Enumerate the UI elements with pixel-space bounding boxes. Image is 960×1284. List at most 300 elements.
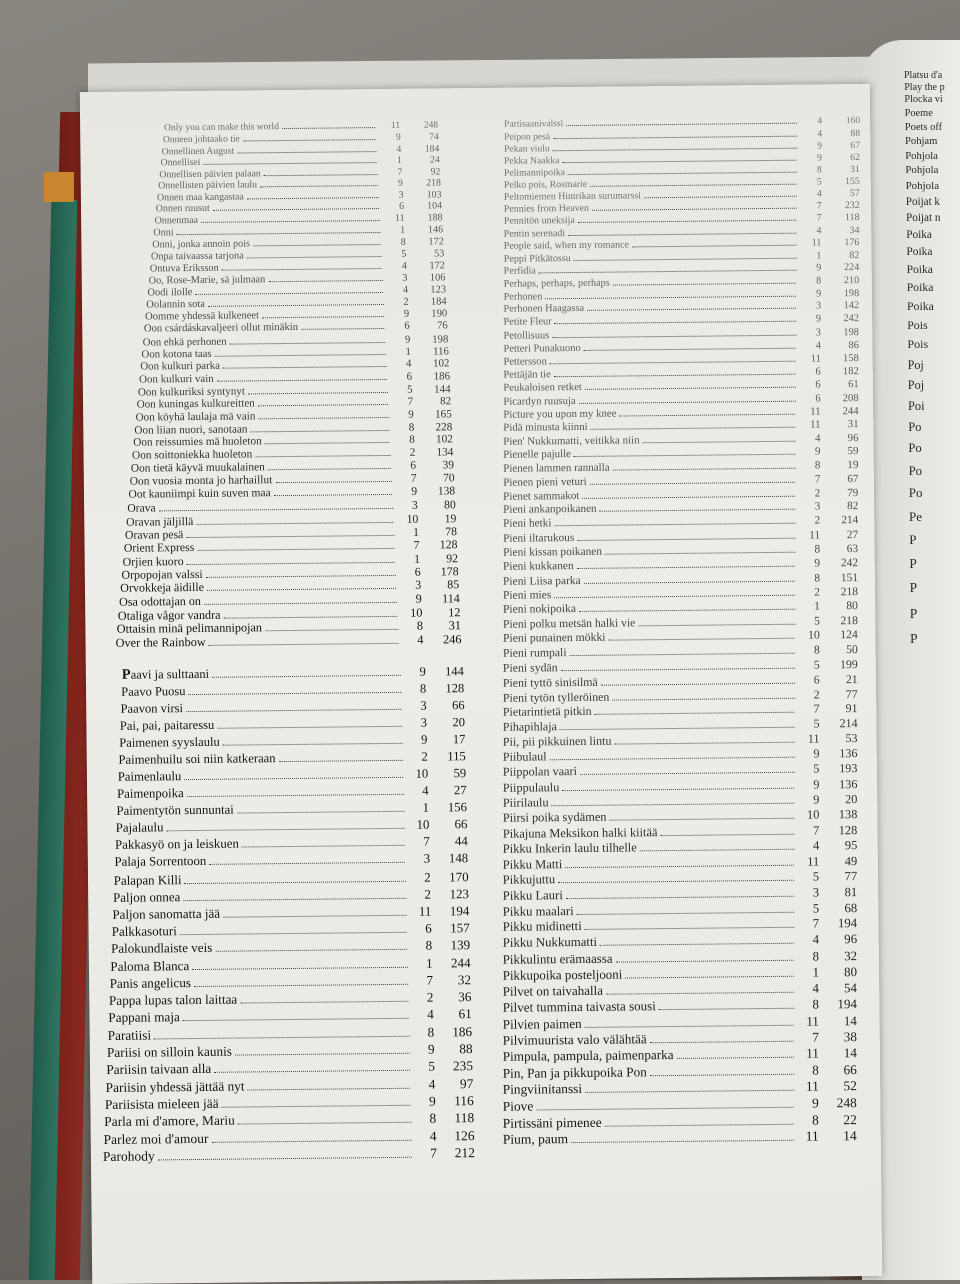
dot-leader <box>585 387 796 390</box>
entry-title: Pikajuna Meksikon halki kiitää <box>502 824 658 841</box>
dot-leader <box>212 675 401 678</box>
facing-page-fragment: P <box>910 630 918 646</box>
entry-title: Pihapihlaja <box>502 719 557 735</box>
dot-leader <box>222 1105 411 1108</box>
dot-leader <box>638 623 795 626</box>
entry-volume: 8 <box>813 643 820 657</box>
entry-page: 123 <box>430 284 447 296</box>
entry-title: People said, when my romance <box>503 239 630 252</box>
entry-volume: 9 <box>817 140 823 152</box>
entry-page: 128 <box>439 537 458 552</box>
entry-title: Oo, Rose-Marie, sä julmaan <box>148 273 266 287</box>
facing-page-fragment: Po <box>908 486 923 501</box>
dot-leader <box>209 643 399 646</box>
dot-leader <box>578 220 797 223</box>
dot-leader <box>237 811 404 814</box>
entry-title: Perhaps, perhaps, perhaps <box>503 277 610 290</box>
entry-page: 20 <box>452 714 466 730</box>
entry-volume: 8 <box>816 163 822 176</box>
entry-page: 31 <box>850 163 860 175</box>
dot-leader <box>590 481 796 484</box>
entry-page: 14 <box>843 1045 857 1061</box>
entry-title: Piibulaul <box>502 749 547 765</box>
dot-leader <box>214 1070 410 1073</box>
entry-title: Parla mi d'amore, Mariu <box>104 1112 235 1130</box>
entry-page: 78 <box>445 525 457 539</box>
entry-title: Piippolan vaari <box>502 764 577 780</box>
entry-page: 82 <box>847 500 859 513</box>
entry-title: Oon vuosia monta jo harhaillut <box>129 474 273 488</box>
entry-title: Pikkupoika posteljooni <box>502 966 623 983</box>
entry-page: 68 <box>844 900 858 915</box>
entry-title: Onni, jonka annoin pois <box>152 238 251 251</box>
entry-title: Pariisista mieleen jää <box>104 1095 219 1112</box>
entry-volume: 7 <box>816 212 822 224</box>
entry-title: Palkkasoturi <box>111 923 177 940</box>
entry-title: Pieni rumpali <box>502 645 567 660</box>
dot-leader <box>550 361 796 365</box>
entry-title: Oon reissumies mä huoleton <box>133 435 262 450</box>
entry-page: 188 <box>427 212 443 224</box>
entry-volume: 2 <box>424 869 431 885</box>
entry-title: Panis angelicus <box>109 974 192 991</box>
entry-volume: 9 <box>815 287 822 299</box>
entry-page: 80 <box>846 599 858 613</box>
entry-page: 199 <box>839 657 858 672</box>
entry-title: Piirsi poika sydämen <box>502 809 607 825</box>
index-page <box>80 84 882 1284</box>
dot-leader <box>613 468 796 471</box>
entry-page: 194 <box>449 903 470 919</box>
entry-page: 76 <box>437 320 448 332</box>
facing-page-fragment: P <box>909 532 917 548</box>
entry-page: 44 <box>454 834 468 849</box>
entry-title: Oon kulkuriksi syntynyt <box>137 384 245 399</box>
dot-leader <box>197 548 394 551</box>
entry-volume: 9 <box>415 591 422 606</box>
entry-volume: 5 <box>401 248 407 260</box>
entry-volume: 3 <box>815 300 822 312</box>
entry-title: Onnellinen August <box>161 145 235 157</box>
entry-page: 184 <box>430 296 447 308</box>
entry-volume: 7 <box>814 473 821 486</box>
dot-leader <box>183 1018 409 1021</box>
dot-leader <box>247 256 382 258</box>
facing-page-fragment: Pois <box>907 318 928 332</box>
entry-volume: 4 <box>812 932 820 947</box>
dot-leader <box>577 911 794 914</box>
dot-leader <box>268 280 382 282</box>
entry-volume: 9 <box>816 262 822 274</box>
entry-volume: 6 <box>414 564 421 579</box>
entry-volume: 1 <box>396 154 402 166</box>
entry-page: 80 <box>444 498 456 512</box>
dot-leader <box>587 308 796 311</box>
entry-page: 53 <box>434 247 445 260</box>
entry-page: 54 <box>843 980 858 996</box>
dot-leader <box>545 295 796 299</box>
dot-leader <box>201 220 380 223</box>
entry-page: 228 <box>435 420 453 434</box>
dot-leader <box>215 949 407 952</box>
dot-leader <box>264 174 378 176</box>
entry-title: Pieni Liisa parka <box>502 574 581 588</box>
entry-title: Pingviinitanssi <box>502 1081 583 1098</box>
entry-volume: 4 <box>427 1006 434 1022</box>
entry-page: 66 <box>452 697 465 713</box>
entry-title: Petollisuus <box>503 330 550 342</box>
entry-title: Onnen ruusut <box>155 203 210 215</box>
entry-volume: 9 <box>813 792 820 807</box>
entry-title: Pelimannipoika <box>503 166 566 179</box>
entry-page: 128 <box>445 680 465 696</box>
dot-leader <box>560 727 795 730</box>
dot-leader <box>209 862 405 865</box>
entry-title: Onnellisei <box>160 156 201 169</box>
entry-volume: 8 <box>427 1024 435 1040</box>
dot-leader <box>240 1001 408 1004</box>
dot-leader <box>186 709 402 712</box>
entry-title: Pekka Naakka <box>503 154 560 167</box>
facing-page-fragment: Poijat n <box>906 212 941 225</box>
entry-title: Perhonen <box>503 290 543 303</box>
entry-title: Oolannin sota <box>146 298 206 311</box>
entry-volume: 1 <box>814 599 820 613</box>
entry-title: Pienen lammen rannalla <box>503 461 610 475</box>
entry-page: 31 <box>448 618 462 633</box>
entry-page: 12 <box>448 604 461 619</box>
entry-title: Paljon sanomatta jää <box>112 905 221 922</box>
entry-title: Pakkasyö on ja leiskuen <box>115 836 239 853</box>
dot-leader <box>243 139 376 141</box>
entry-title: Pii, pii pikkuinen lintu <box>502 733 612 750</box>
entry-title: Paimenpoika <box>117 786 184 801</box>
entry-page: 208 <box>842 391 859 404</box>
entry-page: 31 <box>847 418 859 431</box>
dot-leader <box>585 927 794 930</box>
entry-page: 19 <box>847 459 859 472</box>
entry-volume: 3 <box>420 715 428 730</box>
dot-leader <box>177 232 381 235</box>
entry-title: Pieni nokipoika <box>502 602 577 616</box>
dot-leader <box>591 427 796 430</box>
entry-page: 61 <box>848 378 859 391</box>
entry-title: Paimenlaulu <box>117 769 182 784</box>
entry-volume: 2 <box>814 586 821 599</box>
entry-volume: 7 <box>813 823 820 838</box>
entry-page: 193 <box>839 761 858 776</box>
entry-title: Pien' Nukkumatti, veitikka niin <box>503 434 640 448</box>
entry-volume: 9 <box>419 664 426 679</box>
entry-title: Pettersson <box>503 356 547 368</box>
entry-volume: 8 <box>814 459 821 472</box>
entry-volume: 6 <box>815 378 821 391</box>
entry-title: Onni <box>153 227 174 239</box>
entry-volume: 9 <box>404 333 411 346</box>
entry-volume: 8 <box>814 572 821 585</box>
dot-leader <box>184 777 403 780</box>
entry-title: Pium, paum <box>502 1131 569 1148</box>
entry-title: Parohody <box>102 1148 155 1164</box>
dot-leader <box>166 828 404 831</box>
entry-page: 246 <box>443 632 462 647</box>
entry-title: Pienen pieni veturi <box>503 475 587 489</box>
entry-title: Pikku Inkerin laulu tilhelle <box>502 840 637 856</box>
entry-volume: 6 <box>399 201 405 213</box>
entry-volume: 8 <box>429 1110 437 1126</box>
entry-volume: 11 <box>810 405 821 418</box>
entry-volume: 9 <box>817 151 822 164</box>
entry-page: 244 <box>842 405 859 418</box>
entry-volume: 8 <box>814 543 821 556</box>
dot-leader <box>584 348 796 351</box>
facing-page-text <box>870 70 945 651</box>
entry-volume: 1 <box>816 250 822 262</box>
entry-page: 178 <box>440 564 459 579</box>
entry-title: Pikku Lauri <box>502 887 563 903</box>
entry-page: 82 <box>849 249 860 261</box>
entry-page: 214 <box>841 514 859 527</box>
entry-page: 139 <box>450 937 471 953</box>
facing-page-fragment: Poika <box>906 245 933 258</box>
entry-title: Pieni tyttö sinisilmä <box>502 674 598 690</box>
entry-volume: 1 <box>422 800 430 815</box>
dot-leader <box>185 880 406 883</box>
entry-page: 198 <box>432 332 449 346</box>
entry-page: 144 <box>445 663 464 679</box>
dot-leader <box>600 509 796 512</box>
dot-leader <box>590 183 797 186</box>
entry-volume: 7 <box>410 472 417 485</box>
entry-title: Pekan viulu <box>503 142 550 155</box>
facing-page-fragment: Play the p <box>904 82 945 93</box>
entry-title: Pieni sydän <box>502 660 558 675</box>
entry-volume: 2 <box>424 886 432 902</box>
entry-page: 63 <box>846 543 859 556</box>
entry-volume: 7 <box>813 701 820 716</box>
entry-page: 242 <box>840 557 859 570</box>
entry-page: 136 <box>839 746 858 761</box>
dot-leader <box>260 185 378 187</box>
entry-volume: 11 <box>805 1128 819 1144</box>
entry-volume: 1 <box>414 551 421 566</box>
entry-page: 186 <box>433 370 451 383</box>
dot-leader <box>601 683 795 686</box>
entry-volume: 9 <box>813 746 820 761</box>
entry-title: Pieni ankanpoikanen <box>503 503 597 517</box>
entry-title: Pappa lupas talon laittaa <box>108 991 238 1008</box>
entry-volume: 6 <box>815 392 821 405</box>
entry-title: Pietarintietä pitkin <box>502 704 592 720</box>
entry-page: 134 <box>436 446 454 459</box>
dot-leader <box>196 522 393 525</box>
entry-volume: 1 <box>412 525 419 539</box>
entry-title: Oravan jäljillä <box>126 514 194 529</box>
entry-title: Pariisin taivaan alla <box>106 1061 212 1078</box>
index-column-left <box>86 120 477 1165</box>
dot-leader <box>248 1087 411 1090</box>
entry-title: Picture you upon my knee <box>503 407 617 421</box>
entry-page: 172 <box>429 259 445 272</box>
entry-page: 136 <box>838 776 858 791</box>
entry-page: 52 <box>843 1078 857 1094</box>
facing-page-fragment: Pohjola <box>905 149 938 162</box>
dot-leader <box>539 270 797 274</box>
entry-title: Oodi ilolle <box>147 286 193 299</box>
dot-leader <box>258 404 388 406</box>
entry-page: 14 <box>843 1128 857 1144</box>
facing-page-fragment: P <box>909 555 917 571</box>
entry-page: 218 <box>426 177 442 189</box>
entry-volume: 5 <box>812 869 820 884</box>
entry-volume: 3 <box>415 578 422 593</box>
entry-page: 104 <box>427 200 443 212</box>
entry-page: 160 <box>845 115 861 127</box>
entry-title: Peipon pesä <box>504 131 551 143</box>
entry-title: Paavi ja sulttaani <box>121 666 210 683</box>
dot-leader <box>558 880 794 883</box>
dot-leader <box>208 304 384 307</box>
entry-page: 194 <box>837 996 858 1012</box>
entry-page: 88 <box>850 127 861 139</box>
entry-volume: 5 <box>816 176 822 188</box>
dot-leader <box>609 638 795 641</box>
entry-title: Pennitön uneksija <box>503 215 575 228</box>
entry-volume: 8 <box>419 681 427 696</box>
entry-volume: 3 <box>814 500 821 513</box>
entry-page: 80 <box>844 964 858 980</box>
entry-page: 156 <box>447 800 468 815</box>
facing-page-fragment: Pohjola <box>905 164 939 177</box>
entry-page: 235 <box>452 1058 474 1074</box>
entry-title: Orpopojan valssi <box>121 566 203 582</box>
dot-leader <box>605 1123 794 1126</box>
dot-leader <box>247 197 379 199</box>
entry-page: 70 <box>443 472 455 485</box>
entry-volume: 4 <box>812 838 820 853</box>
entry-volume: 1 <box>405 345 411 358</box>
entry-page: 77 <box>845 686 858 701</box>
entry-page: 124 <box>840 628 858 642</box>
entry-title: Perhonen Haagassa <box>503 303 585 316</box>
entry-page: 92 <box>430 165 441 178</box>
entry-title: Onnen maa kangastaa <box>156 191 244 204</box>
entry-title: Partisaanivalssi <box>504 119 564 130</box>
entry-volume: 7 <box>426 972 434 988</box>
entry-title: Pieni mies <box>502 589 552 602</box>
dot-leader <box>562 787 794 790</box>
entry-volume: 7 <box>812 916 820 931</box>
entry-title: Peukaloisen retket <box>503 381 582 395</box>
facing-page-fragment: Poika <box>906 228 932 241</box>
dot-leader <box>619 414 795 417</box>
entry-title: Onnellisten päivien laulu <box>158 179 258 192</box>
facing-page-fragment: Po <box>908 463 923 478</box>
dot-leader <box>568 232 796 235</box>
dot-leader <box>154 1035 409 1039</box>
entry-title: Piove <box>502 1098 534 1114</box>
entry-volume: 11 <box>394 212 405 224</box>
entry-page: 115 <box>447 749 466 764</box>
dot-leader <box>552 335 796 339</box>
entry-title: Peppi Pitkätossu <box>503 252 571 265</box>
dot-leader <box>574 454 795 457</box>
entry-page: 32 <box>844 949 858 964</box>
entry-volume: 1 <box>812 964 820 980</box>
entry-volume: 6 <box>813 672 820 687</box>
dot-leader <box>554 374 796 378</box>
entry-page: 151 <box>840 571 859 584</box>
entry-page: 102 <box>433 357 450 370</box>
entry-title: Oon kuningas kulkureitten <box>136 397 255 411</box>
facing-page-fragment: Pe <box>909 509 922 524</box>
dot-leader <box>659 1008 794 1010</box>
entry-volume: 9 <box>397 177 404 189</box>
entry-volume: 4 <box>815 432 821 445</box>
entry-page: 36 <box>458 989 472 1005</box>
entry-title: Ottaisin minä pelimannipojan <box>116 620 263 637</box>
entry-volume: 2 <box>813 687 820 702</box>
facing-page-fragment: Poi <box>908 398 925 413</box>
entry-volume: 6 <box>425 920 432 936</box>
entry-volume: 9 <box>421 732 428 747</box>
entry-page: 148 <box>448 851 469 866</box>
entry-volume: 3 <box>402 272 408 284</box>
entry-volume: 2 <box>409 446 416 460</box>
entry-title: Oon ehkä perhonen <box>142 335 227 349</box>
dot-leader <box>577 566 795 569</box>
dot-leader <box>237 151 376 153</box>
entry-page: 66 <box>454 817 468 832</box>
entry-volume: 2 <box>814 486 821 500</box>
entry-volume: 6 <box>406 370 413 383</box>
facing-page-fragment: Poeme <box>904 108 933 120</box>
entry-page: 21 <box>845 671 858 687</box>
entry-page: 74 <box>429 131 439 143</box>
entry-volume: 2 <box>814 514 821 527</box>
dot-leader <box>255 455 390 457</box>
entry-volume: 8 <box>408 421 415 434</box>
entry-title: Pienelle pajulle <box>503 448 572 462</box>
dot-leader <box>211 1139 411 1142</box>
entry-page: 176 <box>844 237 860 249</box>
dot-leader <box>217 379 387 382</box>
entry-volume: 10 <box>416 817 430 832</box>
entry-page: 106 <box>429 271 446 284</box>
dot-leader <box>206 575 396 578</box>
dot-leader <box>217 726 402 729</box>
entry-page: 38 <box>843 1029 857 1045</box>
entry-page: 17 <box>452 731 466 747</box>
entry-volume: 11 <box>806 1013 820 1029</box>
entry-title: Paimenhuilu soi niin katkeraan <box>118 751 276 767</box>
entry-volume: 5 <box>407 383 413 396</box>
entry-volume: 11 <box>810 353 821 365</box>
dot-leader <box>650 1041 794 1044</box>
entry-page: 170 <box>449 868 469 884</box>
entry-page: 57 <box>849 187 860 199</box>
entry-page: 218 <box>840 613 858 627</box>
entry-volume: 4 <box>401 260 407 272</box>
dot-leader <box>644 195 797 198</box>
entry-title: Pikkulintu erämaassa <box>502 951 613 967</box>
entry-volume: 11 <box>807 853 820 869</box>
entry-title: Orient Express <box>123 540 195 555</box>
entry-volume: 8 <box>812 949 820 964</box>
dot-leader <box>585 1090 794 1093</box>
entry-page: 22 <box>843 1111 857 1127</box>
dot-leader <box>605 552 795 555</box>
